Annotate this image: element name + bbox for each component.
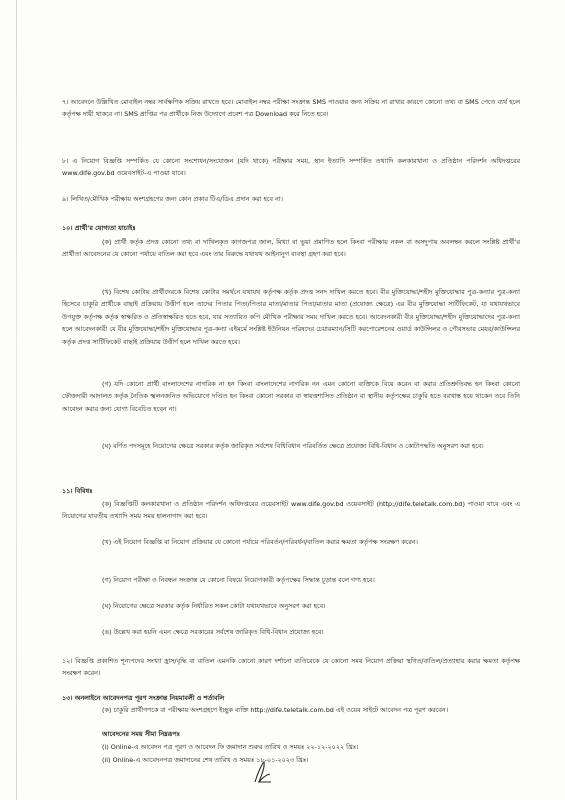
clause-11a: (ক) বিজ্ঞপ্তিটি কলকারখানা ও প্রতিষ্ঠান পরিদর্শন অধিদপ্তরের ওয়েবসাইট www.dife.gov.bd ওয়েবসাইট (http://dife.teletalk.com.bd) পাওয়া যাবে এবং এ নিয়োগের যাবতীয় তথ্যাদি সময় সময় হালনাগাদ করা হবে। bbox=[62, 500, 520, 521]
clause-11e: (ঙ) উল্লেখ করা হয়নি এমন ক্ষেত্রে সরকারের সর্বশেষ জারিকৃত বিধি-বিধান প্রযোজ্য হবে। bbox=[102, 628, 324, 636]
clause-10a: (ক) প্রার্থী কর্তৃক প্রদত্ত কোনো তথ্য বা দাখিলকৃত কাগজপত্র জাল, মিথ্যা বা ভুয়া প্রমাণিত হলে কিংবা পরীক্ষায় নকল বা অসদুপায় অবলম্বন করলে সংশ্লিষ্ট প্রার্থী'র প্রার্থীতা আবেদনের যে কোনো পর্যায়ে বাতিল করা হবে এবং তার বিরুদ্ধে যথাযথ আইনানুগ ব্যবস্থা গ্রহণ করা হবে। bbox=[62, 238, 520, 259]
signature-mark bbox=[252, 760, 274, 786]
clause-7: ৭। আবেদনে উল্লিখিত মোবাইল নম্বর সার্বক্ষণিক সক্রিয় রাখতে হবে। মোবাইল নম্বর পরীক্ষা সংক্রান্ত SMS পাওয়ার জন্য সক্রিয় না রাখার কারণে কোনো তথ্য বা SMS পেতে ব্যর্থ হলে কর্তৃপক্ষ দায়ী থাকবে না। SMS প্রাপ্তির পর প্রার্থীকে নিজ উদ্যোগে প্রবেশ পত্র Download করে নিতে হবে। bbox=[62, 98, 520, 119]
clause-12: ১২। বিজ্ঞপ্তি প্রকাশিত শূন্যপদের সংখ্যা হ্রাস/বৃদ্ধি বা বাতিল এমনকি কোনো কারণ দর্শানো ব্যতিরেকে যে কোনো সময় নিয়োগ প্রক্রিয়া স্থগিত/বাতিল/প্রত্যাহার করার ক্ষমতা কর্তৃপক্ষ সংরক্ষণ করেন। bbox=[62, 657, 520, 678]
clause-13a: (ক) চাকুরি প্রার্থীগণকে বা পরীক্ষায় অংশগ্রহণে ইচ্ছুক ব্যক্তি http://dife.teletalk.com.bd এই ওয়েব সাইটে আবেদন পত্র পূরণ করবেন। bbox=[102, 706, 448, 714]
clause-10c: (গ) যদি কোনো প্রার্থী বাংলাদেশের নাগরিক না হন কিংবা বাংলাদেশের নাগরিক নন এমন কোনো ব্যক্তিকে বিয়ে করেন বা করার প্রতিশ্রুতিবদ্ধ হন কিংবা কোনো ফৌজদারী আদালত কর্তৃক নৈতিক স্খলনজনিত অভিযোগে দণ্ডিত হন কিংবা কোনো সরকার বা স্বায়ত্তশাসিত প্রতিষ্ঠান বা স্থানীয় কর্তৃপক্ষের চাকুরি হতে বরখাস্ত হয়ে থাকেন তবে তিনি আবেদন করার জন্য যোগ্য বিবেচিত হবেন না। bbox=[62, 380, 520, 413]
clause-10-heading: ১০। প্রার্থী'র যোগ্যতা যাচাইঃ bbox=[62, 224, 136, 232]
clause-8: ৮। এ নিয়োগ বিজ্ঞপ্তি সম্পর্কিত যে কোনো সংশোধন/সংযোজন (যদি থাকে) পরীক্ষার সময়, স্থান ইত্যাদি সম্পর্কিত তথ্যাদি কলকারখানা ও প্রতিষ্ঠান পরিদর্শন অধিদপ্তরের www.dife.gov.bd ওয়েবসাইট-এ পাওয়া যাবে। bbox=[62, 157, 520, 178]
application-start-date: (i) Online-এ আবেদন পত্র পূরণ ও আবেদন ফি জমাদান শুরুর তারিখ ও সময়ঃ ২২-১২-২০২২ খ্রিঃ। bbox=[102, 743, 359, 751]
application-timeline-heading: আবেদনের সময় সীমা নিম্নরূপঃ bbox=[102, 730, 181, 738]
clause-11c: (গ) নিয়োগ পরীক্ষা ও নিবন্ধন সংক্রান্ত যে কোনো বিষয়ে নিয়োগকারী কর্তৃপক্ষের সিদ্ধান্ত চূড়ান্ত বলে গণ্য হবে। bbox=[102, 576, 375, 584]
page-fold-line bbox=[16, 0, 17, 800]
clause-10b: (খ) বিশেষ কোটায় প্রার্থীদেরকে বিশেষ কোটার সমর্থনে যথাযথ কর্তৃপক্ষ কর্তৃক প্রদত্ত সনদ দাখিল করতে হবে। বীর মুক্তিযোদ্ধা/শহীদ মুক্তিযোদ্ধার পুত্র-কন্যার পুত্র-কন্যা হিসেবে চাকুরি প্রার্থীকে বাছাই প্রক্রিয়ায় উত্তীর্ণ হলে তাদের পিতার পিতা/পিতার মাতা/মাতার পিতা/মাতার মাতা (প্রযোজ্য ক্ষেত্রে) এর বীর মুক্তিযোদ্ধা সার্টিফিকেট, যা যথাযথভাবে উপযুক্ত কর্তৃপক্ষ কর্তৃক স্বাক্ষরিত ও প্রতিস্বাক্ষরিত হতে হবে, যার সত্যায়িত কপি মৌখিক পরীক্ষার সময় দাখিল করতে হবে। আবেদনকারী বীর মুক্তিযোদ্ধা/শহীদ মুক্তিযোদ্ধাদের পুত্র-কন্যা হলে আবেদনকারী যে বীর মুক্তিযোদ্ধা/শহীদ মুক্তিযোদ্ধার পুত্র-কন্যা এইমর্মে সংশ্লিষ্ট ইউনিয়ন পরিষদের চেয়ারম্যান/সিটি করপোরেশনের ওয়ার্ড কাউন্সিলর ও পৌরসভার মেয়র/কাউন্সিলর কর্তৃক প্রদত্ত সার্টিফিকেট বাছাই প্রক্রিয়ায় উত্তীর্ণ হলে দাখিল করতে হবে। bbox=[62, 288, 520, 346]
clause-11-heading: ১১। বিবিধঃ bbox=[62, 487, 93, 495]
application-end-date: (ii) Online-এ আবেদনপত্র জমাদানের শেষ তারিখ ও সময়ঃ ১৮-০১-২০২৩ খ্রিঃ। bbox=[102, 756, 309, 764]
clause-9: ৯। লিখিত/মৌখিক পরীক্ষায় অংশগ্রহণের জন্য কোন প্রকার টিএ/ডিএ প্রদান করা হবে না। bbox=[62, 195, 283, 203]
clause-10d: (ঘ) বর্ণিত পদসমূহে নিয়োগের ক্ষেত্রে সরকার কর্তৃক জারিকৃত সর্বশেষ বিধিবিধান পরিবর্তিত ক্ষেত্রে প্রযোজ্য বিধি-বিধান ও কোটাপদ্ধতি অনুসরণ করা হবে। bbox=[102, 442, 484, 450]
clause-11b: (খ) এই নিয়োগ বিজ্ঞপ্তি বা নিয়োগ প্রক্রিয়ার যে কোনো পর্যায়ে পরিবর্তন/পরিবর্ধন/বাতিল করার ক্ষমতা কর্তৃপক্ষ সংরক্ষণ করেন। bbox=[102, 538, 418, 546]
clause-11d: (ঘ) নিয়োগের ক্ষেত্রে সরকার কর্তৃক নির্ধারিত সকল কোটা যথাযথভাবে অনুসরণ করা হবে। bbox=[102, 602, 326, 610]
clause-13-heading: ১৩। অনলাইনে আবেদনপত্র পূরণ সংক্রান্ত নিয়মাবলী ও শর্তাবলি bbox=[62, 694, 225, 702]
